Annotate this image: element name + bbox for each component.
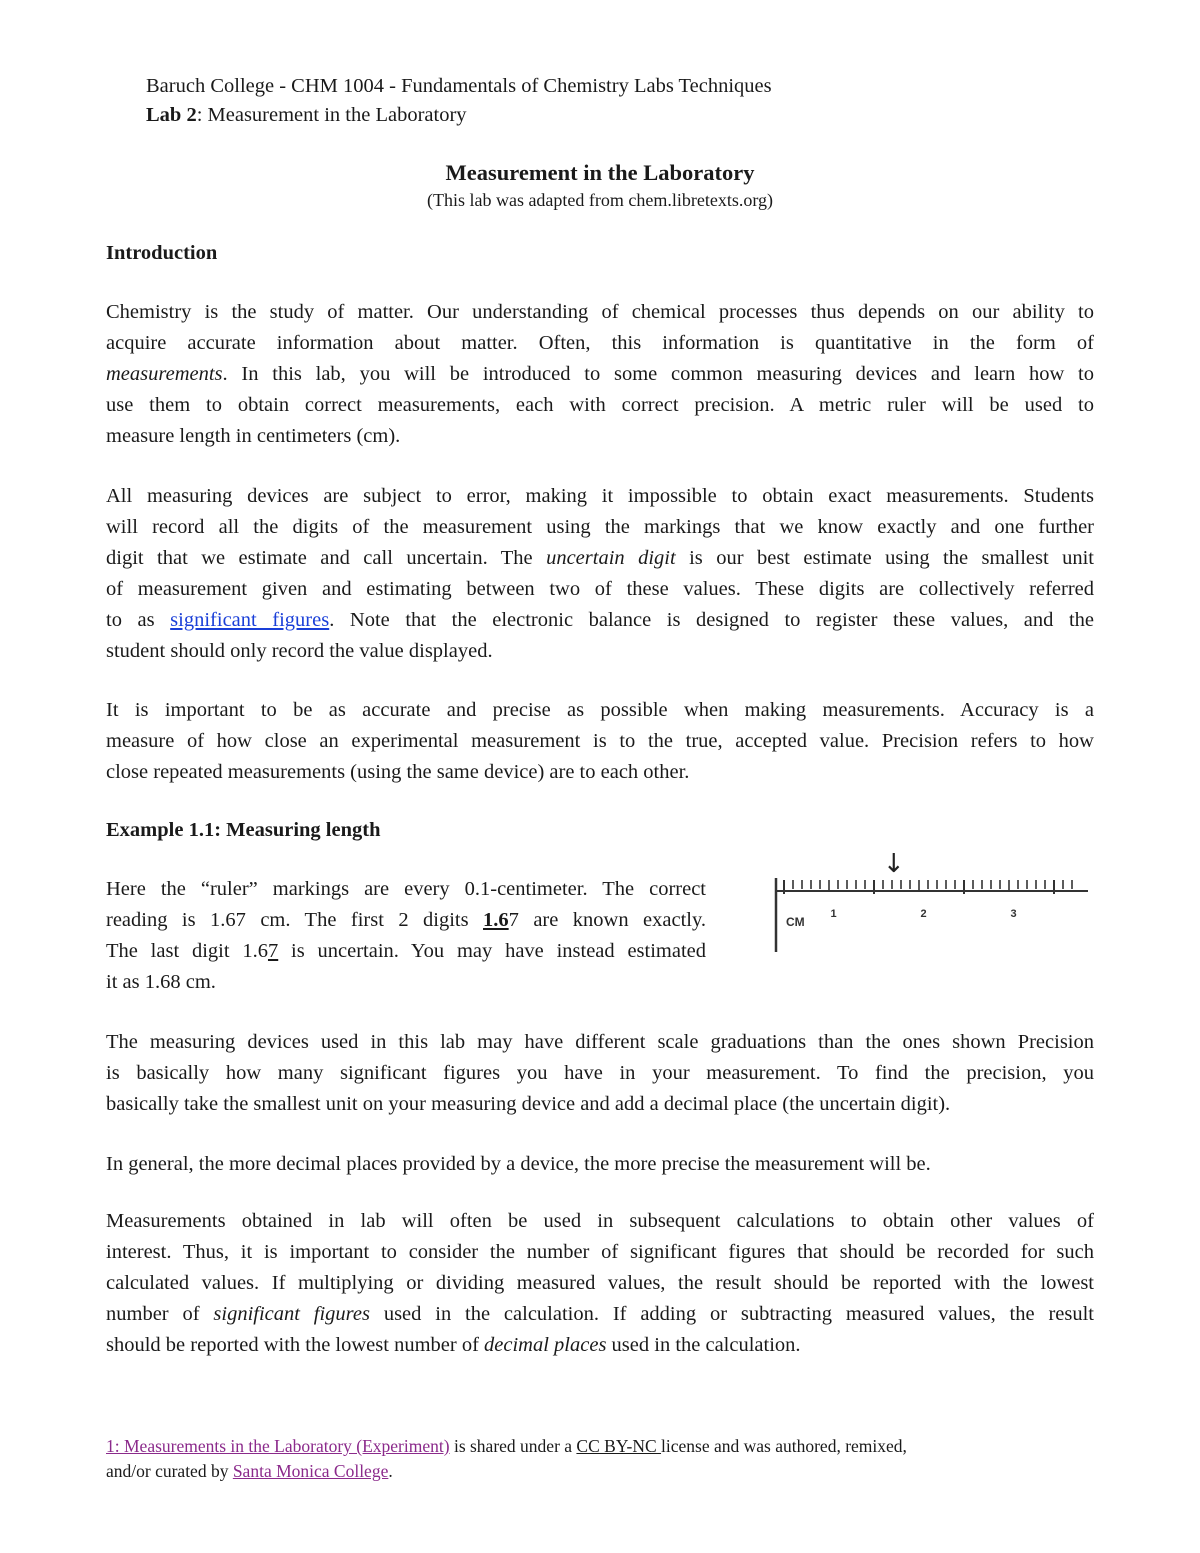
text-line: of measurement given and estimating between two of these values. These digits are collectively referred <box>106 578 1094 600</box>
text-line: use them to obtain correct measurements, each with correct precision. A metric ruler will be used to <box>106 394 1094 416</box>
text-span: The last digit 1.6 <box>106 940 268 962</box>
example-heading: Example 1.1: Measuring length <box>106 819 381 841</box>
text-line: will record all the digits of the measurement using the markings that we know exactly and one further <box>106 516 1094 538</box>
course-header: Baruch College - CHM 1004 - Fundamentals of Chemistry Labs Techniques <box>146 75 772 97</box>
text-span: to as <box>106 609 171 631</box>
text-span: and/or curated by <box>106 1461 233 1481</box>
text-line: calculated values. If multiplying or dividing measured values, the result should be reported with the lowest <box>106 1272 1094 1294</box>
example-paragraph <box>106 874 706 998</box>
intro-paragraph-1 <box>106 297 1094 452</box>
text-line: it as 1.68 cm. <box>106 971 216 993</box>
text-span: . In this lab, you will be introduced to some common measuring devices and learn how to <box>222 363 1094 385</box>
emphasis: uncertain digit <box>546 547 676 569</box>
text-line: The measuring devices used in this lab may have different scale graduations than the ones shown Precision <box>106 1031 1094 1053</box>
text-line <box>106 1299 1094 1330</box>
intro-paragraph-2 <box>106 481 1094 667</box>
text-line: Here the “ruler” markings are every 0.1-centimeter. The correct <box>106 878 706 900</box>
page-subtitle: (This lab was adapted from chem.libretexts.org) <box>426 190 774 210</box>
text-line: measure length in centimeters (cm). <box>106 425 401 447</box>
text-line: basically take the smallest unit on your measuring device and add a decimal place (the uncertain digit). <box>106 1093 951 1115</box>
introduction-heading: Introduction <box>106 242 218 264</box>
text-line: In general, the more decimal places provided by a device, the more precise the measurement will be. <box>106 1153 931 1175</box>
text-line <box>106 359 1094 390</box>
lab-label: Lab 2 <box>146 104 197 126</box>
text-span: used in the calculation. <box>606 1334 801 1356</box>
ruler-unit-label: CM <box>786 915 805 929</box>
text-span: 7 are known exactly. <box>508 909 707 931</box>
text-line: Chemistry is the study of matter. Our understanding of chemical processes thus depends on our ability to <box>106 301 1094 323</box>
text-span: is uncertain. You may have instead estimated <box>278 940 706 962</box>
text-span: digit that we estimate and call uncertain. The <box>106 547 547 569</box>
text-line: is basically how many significant figures you have in your measurement. To find the precision, you <box>106 1062 1094 1084</box>
text-line <box>106 543 1094 574</box>
calculations-paragraph <box>106 1206 1094 1361</box>
lab-title: : Measurement in the Laboratory <box>196 104 467 126</box>
uncertain-digit: 7 <box>267 940 279 962</box>
attribution-footer <box>106 1434 907 1484</box>
text-span: . <box>388 1461 393 1481</box>
text-line: It is important to be as accurate and precise as possible when making measurements. Accuracy is a <box>106 699 1094 721</box>
text-line <box>106 905 706 936</box>
text-span: should be reported with the lowest number of <box>106 1334 485 1356</box>
license-link[interactable]: CC BY-NC <box>576 1436 662 1456</box>
text-span: is shared under a <box>449 1436 577 1456</box>
source-experiment-link[interactable]: 1: Measurements in the Laboratory (Experiment) <box>106 1436 450 1456</box>
text-span: is our best estimate using the smallest unit <box>675 547 1095 569</box>
footer-line <box>106 1434 907 1459</box>
text-line: Measurements obtained in lab will often be used in subsequent calculations to obtain other values of <box>106 1210 1094 1232</box>
footer-line <box>106 1459 907 1484</box>
text-line <box>106 605 1094 636</box>
emphasis: significant figures <box>213 1303 370 1325</box>
decimal-places-paragraph <box>106 1149 1094 1180</box>
text-line: acquire accurate information about matter. Often, this information is quantitative in the form of <box>106 332 1094 354</box>
text-line: close repeated measurements (using the same device) are to each other. <box>106 761 690 783</box>
page-title: Measurement in the Laboratory <box>445 160 755 185</box>
text-line: measure of how close an experimental measurement is to the true, accepted value. Precision refers to how <box>106 730 1094 752</box>
ruler-tick-label: 1 <box>830 908 837 920</box>
text-span: . Note that the electronic balance is designed to register these values, and the <box>329 609 1094 631</box>
text-span: reading is 1.67 cm. The first 2 digits <box>106 909 484 931</box>
emphasis: measurements <box>106 363 223 385</box>
text-span: number of <box>106 1303 214 1325</box>
text-line <box>106 1330 1094 1361</box>
text-span: license and was authored, remixed, <box>661 1436 907 1456</box>
text-span: used in the calculation. If adding or subtracting measured values, the result <box>369 1303 1094 1325</box>
text-line: student should only record the value displayed. <box>106 640 493 662</box>
lab-header <box>146 101 467 129</box>
ruler-tick-label: 2 <box>920 908 927 920</box>
santa-monica-college-link[interactable]: Santa Monica College <box>232 1461 389 1481</box>
ruler-tick-label: 3 <box>1010 908 1017 920</box>
known-digits: 1.6 <box>483 909 509 931</box>
precision-paragraph <box>106 1027 1094 1120</box>
emphasis: decimal places <box>484 1334 607 1356</box>
intro-paragraph-3 <box>106 695 1094 788</box>
text-line: All measuring devices are subject to error, making it impossible to obtain exact measurements. Students <box>106 485 1094 507</box>
text-line <box>106 936 706 967</box>
text-line: interest. Thus, it is important to consider the number of significant figures that should be recorded for such <box>106 1241 1094 1263</box>
down-arrow-icon: ↓ <box>882 849 905 879</box>
significant-figures-link[interactable]: significant figures <box>170 609 330 631</box>
metric-ruler-figure <box>772 846 1102 958</box>
